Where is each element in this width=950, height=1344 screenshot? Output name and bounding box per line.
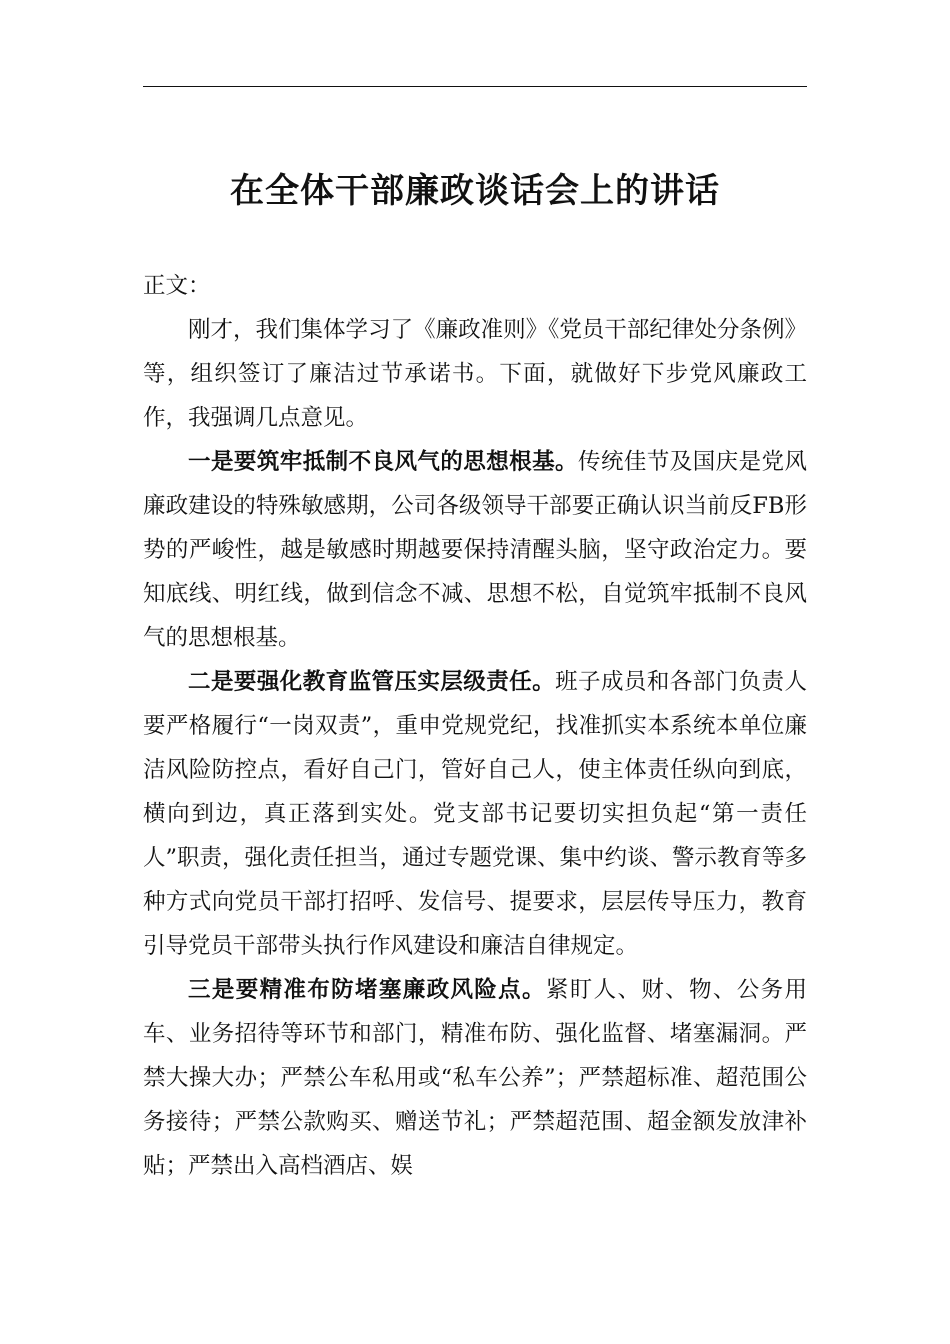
body-label: 正文： — [143, 273, 211, 299]
paragraph-text: 传统佳节及国庆是党风廉政建设的特殊敏感期，公司各级领导干部要正确认识当前反FB形势的严峻性，越是敏感时期越要保持清醒头脑，坚守政治定力。要知底线、明红线，做到信念不减、思想不松，自觉筑牢抵制不良风气的思想根基。 — [143, 449, 807, 651]
paragraph-text: 班子成员和各部门负责人要严格履行“一岗双责”，重申党规党纪，找准抓实本系统本单位廉洁风险防控点，看好自己门，管好自己人，使主体责任纵向到底，横向到边，真正落到实处。党支部书记要切实担负起“第一责任人”职责，强化责任担当，通过专题党课、集中约谈、警示教育等多种方式向党员干部打招呼、发信号、提要求，层层传导压力，教育引导党员干部带头执行作风建设和廉洁自律规定。 — [143, 669, 808, 959]
paragraph-lead: 一是要筑牢抵制不良风气的思想根基。 — [188, 449, 578, 475]
paragraph-point-two — [143, 660, 807, 968]
paragraph-text: 紧盯人、财、物、公务用车、业务招待等环节和部门，精准布防、强化监督、堵塞漏洞。严禁大操大办；严禁公车私用或“私车公养”；严禁超标准、超范围公务接待；严禁公款购买、赠送节礼；严禁超范围、超金额发放津补贴；严禁出入高档酒店、娱 — [143, 977, 807, 1179]
paragraph-text: 刚才，我们集体学习了《廉政准则》《党员干部纪律处分条例》等，组织签订了廉洁过节承诺书。下面，就做好下步党风廉政工作，我强调几点意见。 — [143, 317, 807, 431]
paragraph-lead: 二是要强化教育监管压实层级责任。 — [188, 669, 556, 695]
document-body — [143, 264, 807, 1188]
paragraph-lead: 三是要精准布防堵塞廉政风险点。 — [188, 977, 546, 1003]
document-title: 在全体干部廉政谈话会上的讲话 — [230, 171, 720, 211]
header-rule — [143, 86, 807, 87]
paragraph-point-three — [143, 968, 807, 1188]
paragraph-intro — [143, 308, 807, 440]
paragraph-point-one — [143, 440, 807, 660]
